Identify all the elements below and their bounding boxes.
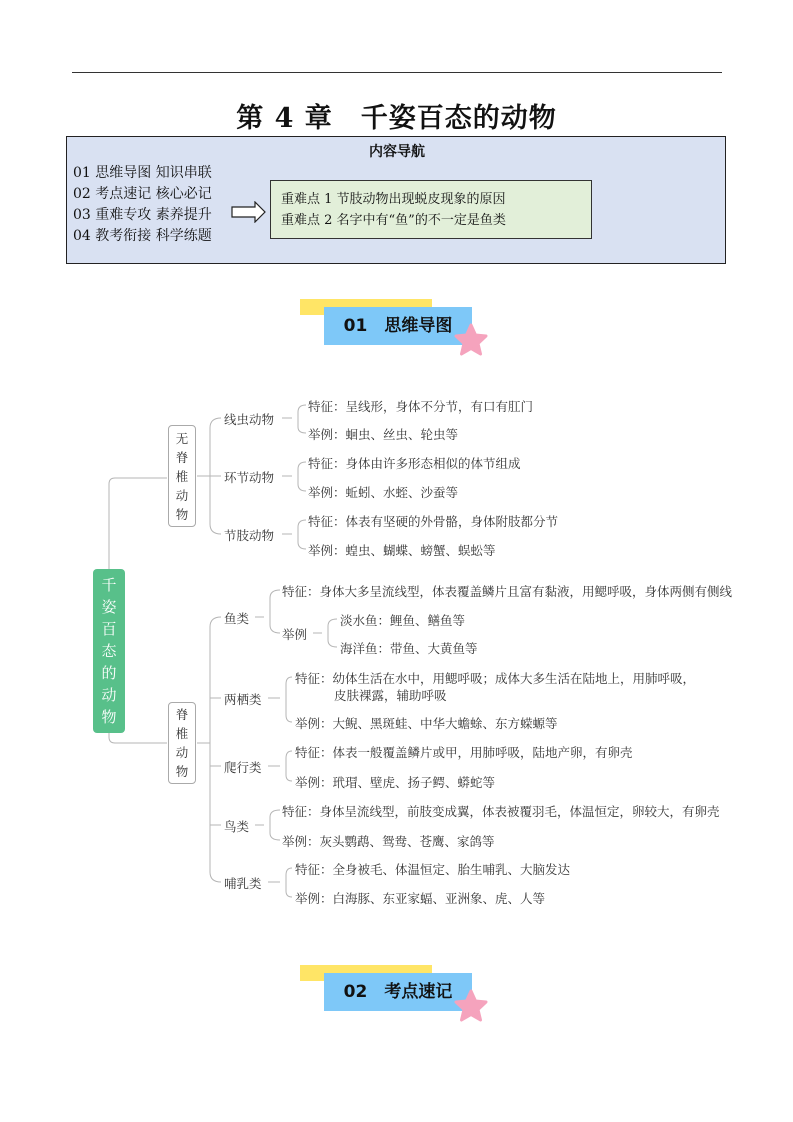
category-amphibian: 两栖类 xyxy=(224,692,262,707)
category-fish: 鱼类 xyxy=(224,611,250,626)
mindmap-root xyxy=(93,569,125,733)
fish-example-label: 举例 xyxy=(282,627,308,642)
bird-example: 举例：灰头鹦鹉、鸳鸯、苍鹰、家鸽等 xyxy=(282,834,495,849)
category-mammal: 哺乳类 xyxy=(224,876,262,891)
category-nematode: 线虫动物 xyxy=(224,412,275,427)
mammal-example: 举例：白海豚、东亚家蝠、亚洲象、虎、人等 xyxy=(295,891,546,906)
nav-item-4[interactable]: 04 教考衔接 科学练题 xyxy=(73,228,212,244)
node-char: 物 xyxy=(175,764,189,779)
annelid-feature: 特征：身体由许多形态相似的体节组成 xyxy=(308,456,521,471)
invertebrate-node xyxy=(168,425,196,527)
amphibian-feature-line1: 特征：幼体生活在水中，用鳃呼吸；成体大多生活在陆地上，用肺呼吸， xyxy=(295,671,696,686)
reptile-feature: 特征：体表一般覆盖鳞片或甲，用肺呼吸，陆地产卵，有卵壳 xyxy=(295,745,633,760)
category-annelid: 环节动物 xyxy=(224,470,275,485)
category-bird: 鸟类 xyxy=(224,819,250,834)
root-char: 的 xyxy=(101,664,117,682)
fish-feature: 特征：身体大多呈流线型，体表覆盖鳞片且富有黏液，用鳃呼吸，身体两侧有侧线 xyxy=(282,584,733,599)
reptile-example: 举例：玳瑁、壁虎、扬子鳄、蟒蛇等 xyxy=(295,775,496,790)
node-char: 脊 xyxy=(175,449,189,465)
fish-marine: 海洋鱼：带鱼、大黄鱼等 xyxy=(340,641,478,656)
section-label: 02 考点速记 xyxy=(343,982,453,1002)
nav-item-3[interactable]: 03 重难专攻 素养提升 xyxy=(73,207,212,223)
annelid-example: 举例：蚯蚓、水蛭、沙蚕等 xyxy=(308,485,459,500)
node-char: 脊 xyxy=(175,707,189,722)
amphibian-example: 举例：大鲵、黑斑蛙、中华大蟾蜍、东方蝾螈等 xyxy=(295,716,558,731)
section-header-key-points xyxy=(300,965,480,1025)
page-title: 第 4 章 千姿百态的动物 xyxy=(236,103,557,134)
root-char: 百 xyxy=(101,620,117,638)
category-reptile: 爬行类 xyxy=(224,760,262,775)
arthropod-example: 举例：蝗虫、蝴蝶、螃蟹、蜈蚣等 xyxy=(308,543,496,558)
section-label: 01 思维导图 xyxy=(343,316,453,336)
fish-freshwater: 淡水鱼：鲤鱼、鳝鱼等 xyxy=(340,613,466,628)
node-char: 物 xyxy=(175,506,189,522)
mammal-feature: 特征：全身被毛、体温恒定、胎生哺乳、大脑发达 xyxy=(295,862,571,877)
vertebrate-node xyxy=(168,702,196,784)
nematode-example: 举例：蛔虫、丝虫、轮虫等 xyxy=(308,427,459,442)
root-char: 姿 xyxy=(101,598,117,616)
star-icon xyxy=(453,989,489,1023)
root-char: 物 xyxy=(101,708,117,726)
category-arthropod: 节肢动物 xyxy=(224,528,275,543)
bird-feature: 特征：身体呈流线型，前肢变成翼，体表被覆羽毛，体温恒定，卵较大，有卵壳 xyxy=(282,804,720,819)
node-char: 动 xyxy=(175,487,189,503)
amphibian-feature-line2: 皮肤裸露，辅助呼吸 xyxy=(334,688,447,703)
node-char: 椎 xyxy=(175,726,189,741)
root-char: 态 xyxy=(101,642,117,660)
nav-item-1[interactable]: 01 思维导图 知识串联 xyxy=(73,165,212,181)
root-char: 千 xyxy=(101,576,117,594)
key-point-1[interactable]: 重难点 1 节肢动物出现蜕皮现象的原因 xyxy=(281,192,506,207)
nav-heading: 内容导航 xyxy=(369,144,425,160)
arthropod-feature: 特征：体表有坚硬的外骨骼，身体附肢都分节 xyxy=(308,514,559,529)
node-char: 动 xyxy=(175,745,189,760)
nematode-feature: 特征：呈线形，身体不分节，有口有肛门 xyxy=(308,399,534,414)
root-char: 动 xyxy=(101,686,117,704)
nav-item-2[interactable]: 02 考点速记 核心必记 xyxy=(73,186,212,202)
key-point-2[interactable]: 重难点 2 名字中有“鱼”的不一定是鱼类 xyxy=(281,213,506,228)
node-char: 椎 xyxy=(175,468,189,484)
node-char: 无 xyxy=(175,430,189,446)
